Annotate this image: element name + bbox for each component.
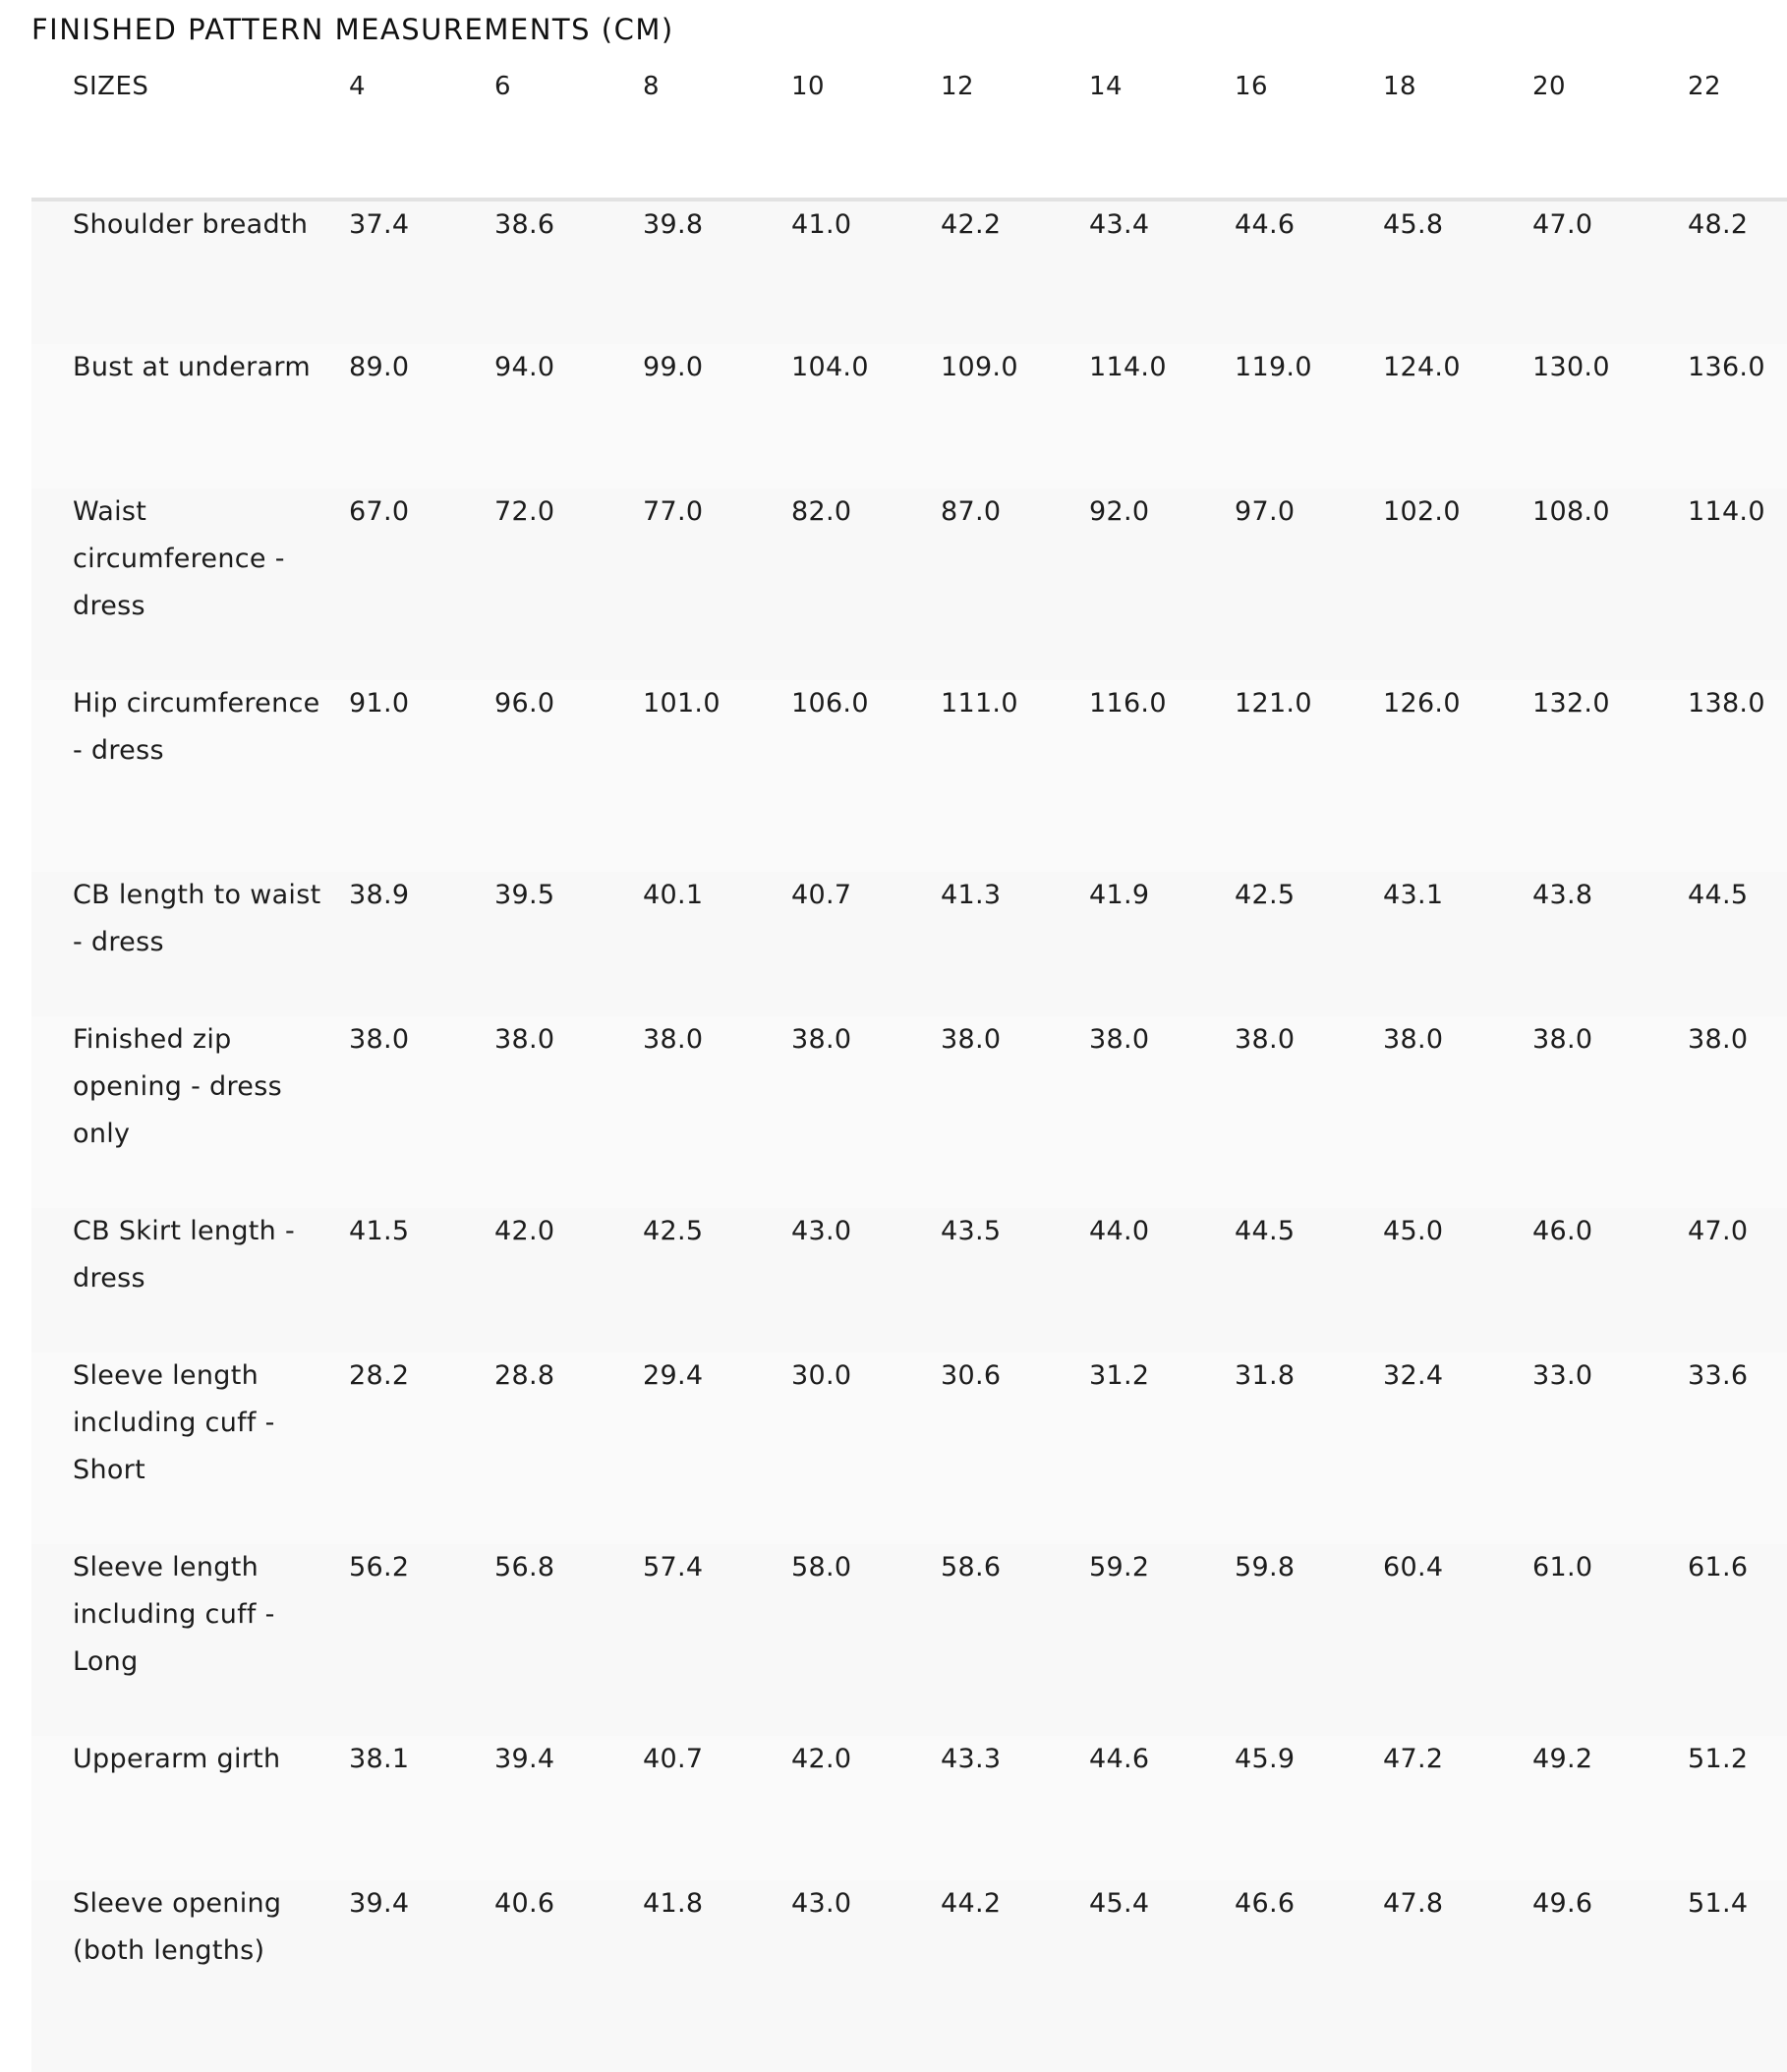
table-cell: 46.6 [1235,1888,1296,1919]
table-cell: 130.0 [1532,352,1610,382]
table-cell: 51.4 [1688,1888,1749,1919]
table-cell: 31.8 [1235,1360,1296,1391]
table-cell: 43.4 [1089,209,1150,240]
table-cell: 47.2 [1383,1744,1444,1774]
column-header-size: 18 [1383,69,1532,200]
table-cell: 58.0 [791,1552,852,1583]
table-row [31,872,1787,1016]
table-cell: 28.8 [494,1360,555,1391]
table-row [31,489,1787,680]
table-cell: 38.9 [349,880,410,910]
table-cell: 39.4 [349,1888,410,1919]
table-cell: 41.9 [1089,880,1150,910]
table-cell: 51.2 [1688,1744,1749,1774]
table-cell: 28.2 [349,1360,410,1391]
table-cell: 41.8 [643,1888,704,1919]
table-cell: 106.0 [791,688,869,719]
column-header-size: 16 [1235,69,1383,200]
column-header-size: 6 [494,69,643,200]
table-cell: 42.0 [494,1216,555,1246]
table-cell: 39.4 [494,1744,555,1774]
table-cell: 41.3 [941,880,1002,910]
table-cell: 48.2 [1688,209,1749,240]
table-cell: 42.2 [941,209,1002,240]
table-body [31,200,1787,2072]
table-cell: 33.6 [1688,1360,1749,1391]
row-label: Bust at underarm [73,352,311,382]
table-row [31,1880,1787,2072]
table-cell: 44.5 [1688,880,1749,910]
table-cell: 38.0 [1383,1024,1444,1055]
column-header-size: 8 [643,69,791,200]
table-cell: 42.5 [643,1216,704,1246]
table-cell: 132.0 [1532,688,1610,719]
row-label: Sleeve opening (both lengths) [73,1888,282,1966]
table-cell: 45.9 [1235,1744,1296,1774]
table-cell: 126.0 [1383,688,1461,719]
column-header-size: 4 [349,69,494,200]
row-label: Sleeve length including cuff - Long [73,1552,275,1677]
table-cell: 67.0 [349,496,410,527]
table-cell: 38.0 [349,1024,410,1055]
table-cell: 45.8 [1383,209,1444,240]
row-label: Upperarm girth [73,1744,281,1774]
table-cell: 136.0 [1688,352,1765,382]
table-cell: 82.0 [791,496,852,527]
table-row [31,200,1787,344]
measurements-table [31,69,1787,2072]
table-cell: 114.0 [1089,352,1167,382]
table-cell: 77.0 [643,496,704,527]
table-cell: 40.1 [643,880,704,910]
table-cell: 38.0 [643,1024,704,1055]
table-cell: 38.0 [1235,1024,1296,1055]
table-cell: 38.0 [1532,1024,1593,1055]
table-cell: 121.0 [1235,688,1312,719]
table-row [31,1353,1787,1544]
table-cell: 94.0 [494,352,555,382]
table-cell: 47.8 [1383,1888,1444,1919]
table-cell: 138.0 [1688,688,1765,719]
table-cell: 58.6 [941,1552,1002,1583]
table-cell: 42.5 [1235,880,1296,910]
table-cell: 31.2 [1089,1360,1150,1391]
table-cell: 72.0 [494,496,555,527]
row-label: CB Skirt length - dress [73,1216,295,1294]
table-cell: 44.6 [1235,209,1296,240]
table-cell: 38.6 [494,209,555,240]
table-cell: 91.0 [349,688,410,719]
table-cell: 44.5 [1235,1216,1296,1246]
table-cell: 61.6 [1688,1552,1749,1583]
table-cell: 30.6 [941,1360,1002,1391]
table-cell: 97.0 [1235,496,1296,527]
table-row [31,1544,1787,1736]
table-cell: 61.0 [1532,1552,1593,1583]
table-cell: 44.0 [1089,1216,1150,1246]
table-cell: 99.0 [643,352,704,382]
column-header-sizes: SIZES [31,69,349,200]
table-cell: 32.4 [1383,1360,1444,1391]
table-cell: 119.0 [1235,352,1312,382]
table-cell: 96.0 [494,688,555,719]
table-cell: 60.4 [1383,1552,1444,1583]
table-cell: 43.3 [941,1744,1002,1774]
table-cell: 43.0 [791,1888,852,1919]
table-cell: 37.4 [349,209,410,240]
column-header-size: 20 [1532,69,1688,200]
table-cell: 39.8 [643,209,704,240]
table-cell: 38.0 [1089,1024,1150,1055]
table-cell: 111.0 [941,688,1018,719]
table-cell: 30.0 [791,1360,852,1391]
table-cell: 92.0 [1089,496,1150,527]
table-cell: 44.6 [1089,1744,1150,1774]
table-cell: 45.4 [1089,1888,1150,1919]
table-row [31,344,1787,489]
table-cell: 59.8 [1235,1552,1296,1583]
row-label: Hip circumference - dress [73,688,320,766]
table-cell: 43.5 [941,1216,1002,1246]
row-label: Finished zip opening - dress only [73,1024,282,1149]
table-cell: 42.0 [791,1744,852,1774]
column-header-size: 22 [1688,69,1787,200]
table-cell: 47.0 [1532,209,1593,240]
column-header-size: 10 [791,69,941,200]
column-header-size: 12 [941,69,1089,200]
table-cell: 89.0 [349,352,410,382]
table-cell: 56.2 [349,1552,410,1583]
table-cell: 38.0 [941,1024,1002,1055]
table-cell: 49.6 [1532,1888,1593,1919]
table-cell: 39.5 [494,880,555,910]
table-cell: 124.0 [1383,352,1461,382]
table-cell: 43.1 [1383,880,1444,910]
table-cell: 101.0 [643,688,721,719]
table-cell: 29.4 [643,1360,704,1391]
table-header-row [31,69,1787,200]
table-cell: 43.0 [791,1216,852,1246]
page-title: FINISHED PATTERN MEASUREMENTS (CM) [31,13,674,46]
table-cell: 38.0 [1688,1024,1749,1055]
table-cell: 41.5 [349,1216,410,1246]
table-cell: 43.8 [1532,880,1593,910]
row-label: Sleeve length including cuff - Short [73,1360,275,1485]
table-cell: 38.0 [494,1024,555,1055]
row-label: Shoulder breadth [73,209,309,240]
table-cell: 56.8 [494,1552,555,1583]
table-cell: 49.2 [1532,1744,1593,1774]
table-cell: 40.7 [791,880,852,910]
table-row [31,1736,1787,1880]
table-cell: 109.0 [941,352,1018,382]
table-cell: 40.7 [643,1744,704,1774]
row-label: CB length to waist - dress [73,880,321,957]
table-cell: 114.0 [1688,496,1765,527]
table-cell: 33.0 [1532,1360,1593,1391]
table-cell: 45.0 [1383,1216,1444,1246]
table-cell: 108.0 [1532,496,1610,527]
table-cell: 44.2 [941,1888,1002,1919]
table-row [31,1208,1787,1353]
row-label: Waist circumference - dress [73,496,285,621]
table-cell: 38.0 [791,1024,852,1055]
table-cell: 102.0 [1383,496,1461,527]
table-cell: 59.2 [1089,1552,1150,1583]
table-cell: 41.0 [791,209,852,240]
table-cell: 104.0 [791,352,869,382]
table-cell: 57.4 [643,1552,704,1583]
table-cell: 40.6 [494,1888,555,1919]
column-header-size: 14 [1089,69,1235,200]
table-cell: 47.0 [1688,1216,1749,1246]
table-row [31,1016,1787,1208]
table-cell: 38.1 [349,1744,410,1774]
table-cell: 87.0 [941,496,1002,527]
table-cell: 116.0 [1089,688,1167,719]
table-cell: 46.0 [1532,1216,1593,1246]
table-row [31,680,1787,872]
